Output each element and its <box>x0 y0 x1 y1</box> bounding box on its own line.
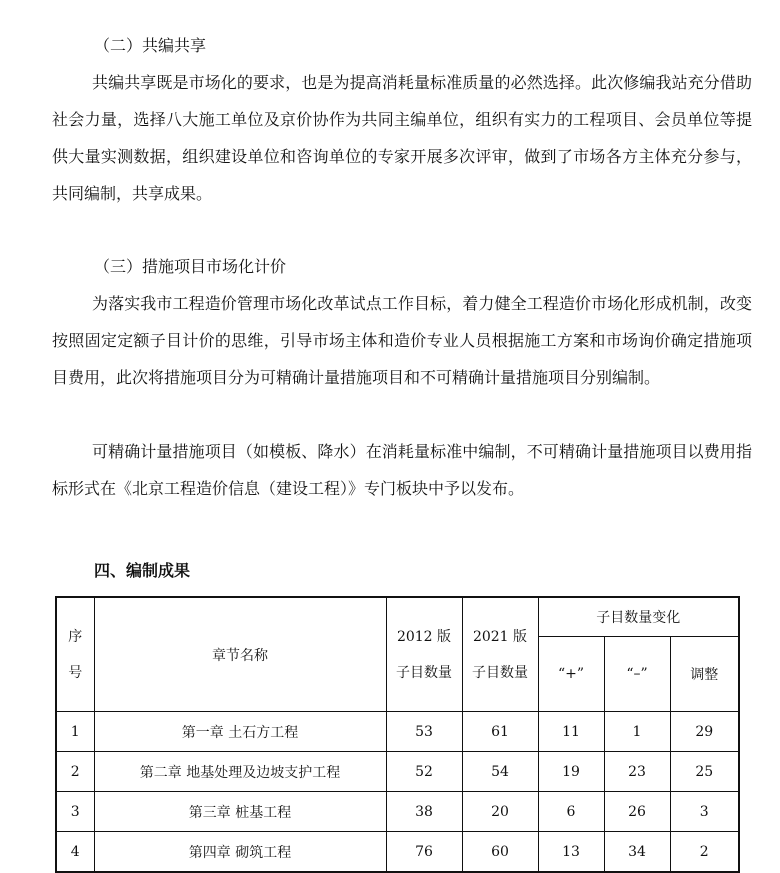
row-seq: 1 <box>56 712 94 752</box>
row-plus: 11 <box>538 712 604 752</box>
header-plus: “+” <box>538 637 604 712</box>
row-adjust: 3 <box>670 792 739 832</box>
header-minus: “–” <box>604 637 670 712</box>
row-adjust: 2 <box>670 832 739 873</box>
row-2021: 60 <box>462 832 538 873</box>
row-seq: 3 <box>56 792 94 832</box>
row-2021: 61 <box>462 712 538 752</box>
section-3-paragraph-2: 可精确计量措施项目（如模板、降水）在消耗量标准中编制，不可精确计量措施项目以费用指标形式在《北京工程造价信息（建设工程）》专门板块中予以发布。 <box>52 442 752 498</box>
row-2012: 38 <box>386 792 462 832</box>
row-2012: 76 <box>386 832 462 873</box>
row-2021: 20 <box>462 792 538 832</box>
row-minus: 1 <box>604 712 670 752</box>
row-minus: 34 <box>604 832 670 873</box>
row-plus: 13 <box>538 832 604 873</box>
section-heading-2: （二）共编共享 <box>94 36 207 55</box>
section-2-paragraph: 共编共享既是市场化的要求，也是为提高消耗量标准质量的必然选择。此次修编我站充分借助社会力量，选择八大施工单位及京价协作为共同主编单位，组织有实力的工程项目、会员单位等提供大量实测数据，组织建设单位和咨询单位的专家开展多次评审，做到了市场各方主体充分参与，共同编制，共享成果。 <box>52 73 752 203</box>
table-row <box>56 752 739 792</box>
row-minus: 23 <box>604 752 670 792</box>
header-adjust: 调整 <box>670 637 739 712</box>
header-2012: 2012 版子目数量 <box>386 597 462 712</box>
row-chapter: 第一章 土石方工程 <box>94 712 386 752</box>
header-chapter: 章节名称 <box>94 597 386 712</box>
results-title: 四、编制成果 <box>94 561 191 580</box>
row-chapter: 第二章 地基处理及边坡支护工程 <box>94 752 386 792</box>
table-header-row <box>56 597 739 637</box>
row-chapter: 第四章 砌筑工程 <box>94 832 386 873</box>
row-adjust: 25 <box>670 752 739 792</box>
table-row <box>56 832 739 873</box>
row-seq: 2 <box>56 752 94 792</box>
row-plus: 19 <box>538 752 604 792</box>
row-adjust: 29 <box>670 712 739 752</box>
row-seq: 4 <box>56 832 94 873</box>
section-heading-3: （三）措施项目市场化计价 <box>94 257 287 276</box>
header-change: 子目数量变化 <box>538 597 739 637</box>
row-2012: 53 <box>386 712 462 752</box>
row-plus: 6 <box>538 792 604 832</box>
table-row <box>56 712 739 752</box>
header-seq: 序号 <box>56 597 94 712</box>
row-minus: 26 <box>604 792 670 832</box>
row-2012: 52 <box>386 752 462 792</box>
row-2021: 54 <box>462 752 538 792</box>
results-table <box>55 596 740 873</box>
row-chapter: 第三章 桩基工程 <box>94 792 386 832</box>
section-3-paragraph-1: 为落实我市工程造价管理市场化改革试点工作目标，着力健全工程造价市场化形成机制，改变按照固定定额子目计价的思维，引导市场主体和造价专业人员根据施工方案和市场询价确定措施项目费用，此次将措施项目分为可精确计量措施项目和不可精确计量措施项目分别编制。 <box>52 294 752 387</box>
table-row <box>56 792 739 832</box>
header-2021: 2021 版子目数量 <box>462 597 538 712</box>
